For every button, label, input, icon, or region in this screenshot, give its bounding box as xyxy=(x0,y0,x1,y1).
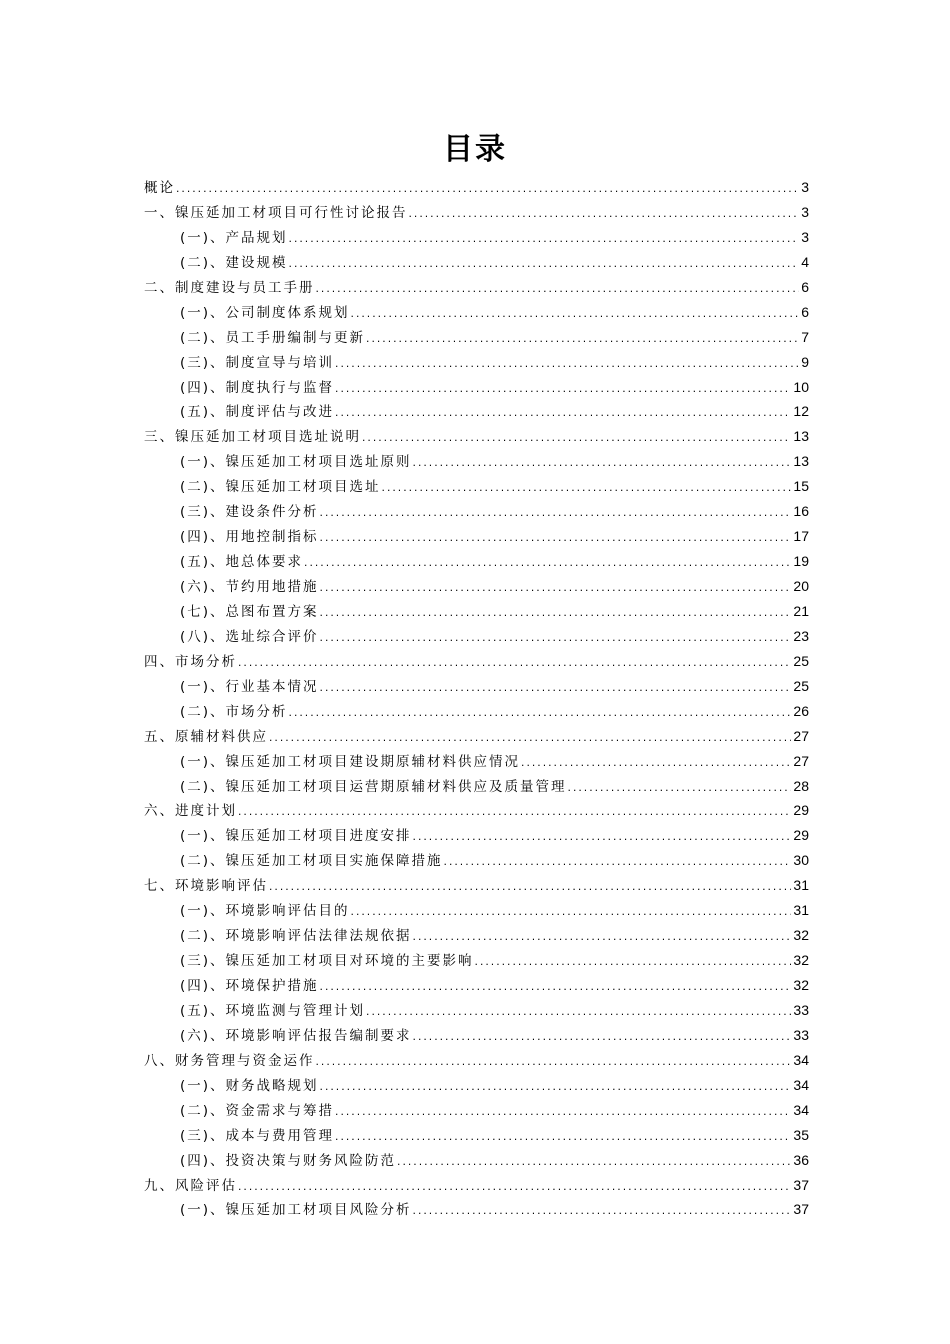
toc-section-entry[interactable] xyxy=(144,375,809,400)
toc-entry-title: (四)、投资决策与财务风险防范 xyxy=(180,1152,397,1169)
toc-section-entry[interactable] xyxy=(144,1197,809,1222)
toc-section-entry[interactable] xyxy=(144,1123,809,1148)
toc-page-number: 37 xyxy=(793,1176,809,1193)
toc-page-number: 3 xyxy=(801,179,809,195)
toc-page-number: 32 xyxy=(793,952,809,969)
toc-dot-leader xyxy=(412,452,792,477)
toc-entry-title: (六)、环境影响评估报告编制要求 xyxy=(180,1027,412,1044)
toc-page-number: 6 xyxy=(801,303,809,320)
toc-section-entry[interactable] xyxy=(144,474,809,499)
toc-entry-title: 一、镍压延加工材项目可行性讨论报告 xyxy=(144,204,408,221)
toc-section-entry[interactable] xyxy=(144,848,809,873)
toc-entry-title: (五)、地总体要求 xyxy=(180,554,304,571)
toc-page-number: 32 xyxy=(793,927,809,944)
toc-entry-title: (二)、资金需求与筹措 xyxy=(180,1102,335,1119)
toc-section-entry[interactable] xyxy=(144,973,809,998)
toc-dot-leader xyxy=(237,801,791,826)
toc-page-number: 27 xyxy=(793,752,809,769)
toc-page-number: 33 xyxy=(793,1001,809,1018)
toc-section-entry[interactable] xyxy=(144,624,809,649)
toc-dot-leader xyxy=(268,876,791,901)
toc-entry-title: (二)、镍压延加工材项目选址 xyxy=(180,479,381,496)
toc-section-entry[interactable] xyxy=(144,449,809,474)
toc-section-entry[interactable] xyxy=(144,923,809,948)
toc-section-entry[interactable] xyxy=(144,549,809,574)
toc-chapter-entry[interactable] xyxy=(144,275,809,300)
toc-page-number: 31 xyxy=(793,902,809,919)
toc-entry-title: 五、原辅材料供应 xyxy=(144,728,268,745)
toc-dot-leader xyxy=(268,727,791,752)
toc-dot-leader xyxy=(412,1026,792,1051)
toc-dot-leader xyxy=(175,178,799,203)
toc-chapter-entry[interactable] xyxy=(144,649,809,674)
toc-entry-title: 概论 xyxy=(144,180,175,196)
page-title: 目录 xyxy=(443,132,507,167)
toc-entry-title: (二)、市场分析 xyxy=(180,703,288,720)
toc-dot-leader xyxy=(288,702,792,727)
toc-page-number: 13 xyxy=(793,428,809,445)
toc-section-entry[interactable] xyxy=(144,225,809,250)
toc-page-number: 3 xyxy=(801,203,809,220)
toc-page-number: 30 xyxy=(793,852,809,869)
toc-entry-title: 二、制度建设与员工手册 xyxy=(144,279,315,296)
toc-section-entry[interactable] xyxy=(144,524,809,549)
toc-dot-leader xyxy=(334,353,799,378)
toc-page-number: 17 xyxy=(793,528,809,545)
toc-section-entry[interactable] xyxy=(144,325,809,350)
toc-dot-leader xyxy=(288,253,800,278)
toc-page-number: 19 xyxy=(793,553,809,570)
toc-page-number: 21 xyxy=(793,602,809,619)
toc-dot-leader xyxy=(319,1076,792,1101)
toc-page-number: 29 xyxy=(793,827,809,844)
toc-entry-title: (一)、产品规划 xyxy=(180,229,288,246)
toc-section-entry[interactable] xyxy=(144,699,809,724)
toc-section-entry[interactable] xyxy=(144,823,809,848)
toc-page-number: 15 xyxy=(793,478,809,495)
toc-page-number: 35 xyxy=(793,1126,809,1143)
toc-page-number: 7 xyxy=(801,328,809,345)
toc-entry-title: (一)、公司制度体系规划 xyxy=(180,304,350,321)
toc-page-number: 16 xyxy=(793,503,809,520)
toc-page-number: 33 xyxy=(793,1026,809,1043)
toc-entry-title: (三)、镍压延加工材项目对环境的主要影响 xyxy=(180,953,474,970)
toc-entry-title: (二)、建设规模 xyxy=(180,254,288,271)
toc-page-number: 3 xyxy=(801,228,809,245)
toc-section-entry[interactable] xyxy=(144,674,809,699)
toc-dot-leader xyxy=(237,1176,791,1201)
toc-dot-leader xyxy=(288,228,800,253)
toc-dot-leader xyxy=(319,577,792,602)
toc-page-number: 25 xyxy=(793,652,809,669)
toc-chapter-entry[interactable] xyxy=(144,1048,809,1073)
toc-dot-leader xyxy=(412,926,792,951)
toc-page-number: 25 xyxy=(793,677,809,694)
toc-section-entry[interactable] xyxy=(144,948,809,973)
toc-entry-title: (一)、镍压延加工材项目风险分析 xyxy=(180,1202,412,1219)
toc-dot-leader xyxy=(319,602,792,627)
toc-dot-leader xyxy=(334,378,791,403)
toc-dot-leader xyxy=(319,976,792,1001)
toc-section-entry[interactable] xyxy=(144,599,809,624)
toc-chapter-entry[interactable] xyxy=(144,175,809,200)
toc-entry-title: (二)、环境影响评估法律法规依据 xyxy=(180,928,412,945)
toc-entry-title: 七、环境影响评估 xyxy=(144,878,268,895)
toc-dot-leader xyxy=(315,278,800,303)
toc-dot-leader xyxy=(396,1151,791,1176)
toc-entry-title: (四)、用地控制指标 xyxy=(180,529,319,546)
toc-page-number: 36 xyxy=(793,1151,809,1168)
toc-entry-title: (一)、行业基本情况 xyxy=(180,678,319,695)
toc-entry-title: (一)、财务战略规划 xyxy=(180,1077,319,1094)
toc-chapter-entry[interactable] xyxy=(144,873,809,898)
toc-section-entry[interactable] xyxy=(144,499,809,524)
toc-dot-leader xyxy=(303,552,791,577)
toc-page-number: 32 xyxy=(793,977,809,993)
toc-section-entry[interactable] xyxy=(144,774,809,799)
toc-section-entry[interactable] xyxy=(144,1148,809,1173)
toc-dot-leader xyxy=(365,328,799,353)
toc-section-entry[interactable] xyxy=(144,1098,809,1123)
toc-entry-title: 六、进度计划 xyxy=(144,803,237,820)
toc-section-entry[interactable] xyxy=(144,350,809,375)
toc-dot-leader xyxy=(365,1001,791,1026)
toc-entry-title: 九、风险评估 xyxy=(144,1177,237,1194)
toc-dot-leader xyxy=(520,752,791,777)
toc-entry-title: 八、财务管理与资金运作 xyxy=(144,1052,315,1069)
toc-section-entry[interactable] xyxy=(144,1073,809,1098)
toc-dot-leader xyxy=(567,777,792,802)
toc-section-entry[interactable] xyxy=(144,1023,809,1048)
toc-page-number: 20 xyxy=(793,578,809,594)
toc-entry-title: 三、镍压延加工材项目选址说明 xyxy=(144,429,361,446)
toc-section-entry[interactable] xyxy=(144,574,809,599)
toc-entry-title: 四、市场分析 xyxy=(144,653,237,670)
toc-entry-title: (一)、镍压延加工材项目建设期原辅材料供应情况 xyxy=(180,753,521,770)
toc-entry-title: (二)、员工手册编制与更新 xyxy=(180,329,366,346)
toc-dot-leader xyxy=(350,901,792,926)
toc-entry-title: (五)、制度评估与改进 xyxy=(180,404,335,421)
toc-page-number: 4 xyxy=(801,253,809,270)
toc-page-number: 12 xyxy=(793,403,809,420)
toc-dot-leader xyxy=(319,627,792,652)
toc-section-entry[interactable] xyxy=(144,300,809,325)
toc-page-number: 13 xyxy=(793,453,809,470)
toc-dot-leader xyxy=(361,427,791,452)
toc-section-entry[interactable] xyxy=(144,250,809,275)
toc-page-number: 10 xyxy=(793,378,809,395)
toc-dot-leader xyxy=(319,502,792,527)
toc-page-number: 23 xyxy=(793,627,809,644)
toc-dot-leader xyxy=(237,652,791,677)
toc-entry-title: (三)、成本与费用管理 xyxy=(180,1127,335,1144)
toc-dot-leader xyxy=(412,826,792,851)
toc-entry-title: (二)、镍压延加工材项目运营期原辅材料供应及质量管理 xyxy=(180,778,567,795)
toc-section-entry[interactable] xyxy=(144,898,809,923)
toc-entry-title: (三)、制度宣导与培训 xyxy=(180,354,335,371)
toc-entry-title: (八)、选址综合评价 xyxy=(180,628,319,645)
toc-chapter-entry[interactable] xyxy=(144,798,809,823)
toc-dot-leader xyxy=(474,951,792,976)
toc-dot-leader xyxy=(319,677,792,702)
toc-entry-title: (五)、环境监测与管理计划 xyxy=(180,1002,366,1019)
toc-chapter-entry[interactable] xyxy=(144,724,809,749)
toc-dot-leader xyxy=(443,851,792,876)
toc-page-number: 31 xyxy=(793,877,809,894)
toc-entry-title: (一)、环境影响评估目的 xyxy=(180,903,350,920)
toc-chapter-entry[interactable] xyxy=(144,424,809,449)
toc-entry-title: (六)、节约用地措施 xyxy=(180,579,319,595)
toc-chapter-entry[interactable] xyxy=(144,200,809,225)
toc-entry-title: (四)、制度执行与监督 xyxy=(180,379,335,396)
toc-page-number: 37 xyxy=(793,1201,809,1218)
toc-section-entry[interactable] xyxy=(144,399,809,424)
toc-entry-title: (七)、总图布置方案 xyxy=(180,603,319,620)
toc-entry-title: (二)、镍压延加工材项目实施保障措施 xyxy=(180,853,443,870)
toc-page-number: 34 xyxy=(793,1101,809,1118)
toc-page-number: 34 xyxy=(793,1076,809,1093)
toc-section-entry[interactable] xyxy=(144,749,809,774)
toc-entry-title: (一)、镍压延加工材项目选址原则 xyxy=(180,454,412,471)
toc-dot-leader xyxy=(315,1051,792,1076)
toc-page-number: 6 xyxy=(801,278,809,295)
toc-dot-leader xyxy=(319,527,792,552)
toc-page-number: 28 xyxy=(793,777,809,794)
toc-dot-leader xyxy=(408,203,800,228)
toc-dot-leader xyxy=(334,402,791,427)
toc-dot-leader xyxy=(381,477,792,502)
toc-page-number: 27 xyxy=(793,727,809,744)
table-of-contents xyxy=(144,175,809,1222)
toc-dot-leader xyxy=(412,1200,792,1225)
toc-chapter-entry[interactable] xyxy=(144,1173,809,1198)
toc-entry-title: (四)、环境保护措施 xyxy=(180,978,319,994)
toc-dot-leader xyxy=(334,1126,791,1151)
toc-entry-title: (一)、镍压延加工材项目进度安排 xyxy=(180,828,412,845)
toc-page-number: 26 xyxy=(793,702,809,719)
toc-page-number: 29 xyxy=(793,802,809,819)
toc-dot-leader xyxy=(350,303,800,328)
toc-page-number: 34 xyxy=(793,1051,809,1068)
toc-page-number: 9 xyxy=(801,353,809,370)
toc-entry-title: (三)、建设条件分析 xyxy=(180,504,319,521)
toc-dot-leader xyxy=(334,1101,791,1126)
toc-section-entry[interactable] xyxy=(144,998,809,1023)
